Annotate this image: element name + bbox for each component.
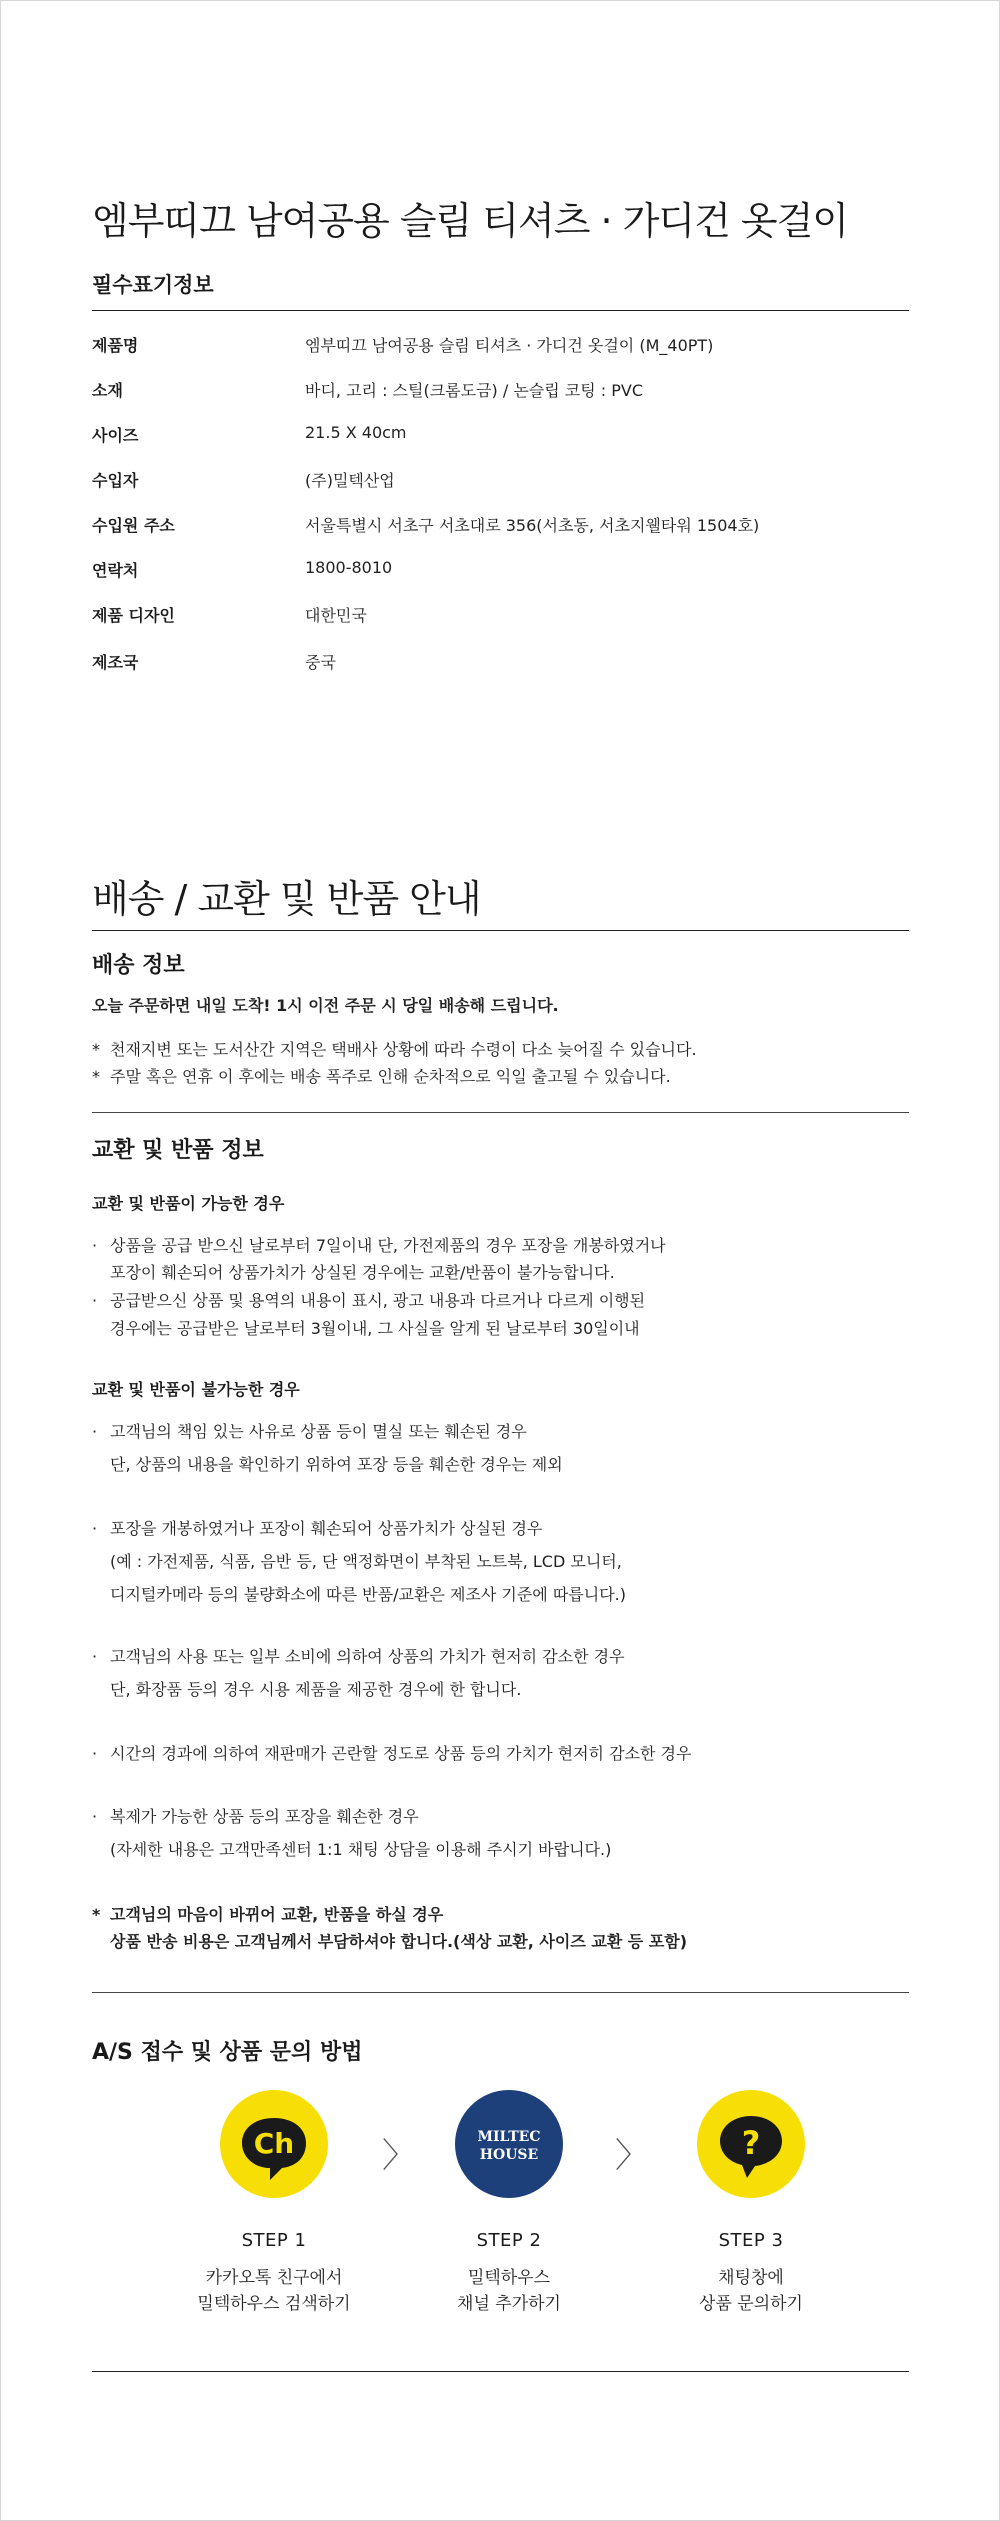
shipping-guide-title: 배송 / 교환 및 반품 안내 <box>92 877 481 921</box>
bullet: · <box>92 1422 98 1441</box>
list-item <box>92 1516 542 1539</box>
delivery-note-text: 천재지변 또는 도서산간 지역은 택배사 상황에 따라 수령이 다소 늦어질 수 있습니다. <box>110 1040 697 1059</box>
list-item-cont: 디지털카메라 등의 불량화소에 따른 반품/교환은 제조사 기준에 따릅니다.) <box>110 1585 627 1604</box>
info-row <box>92 468 909 498</box>
step-1 <box>174 2090 374 2317</box>
exchange-impossible-title: 교환 및 반품이 불가능한 경우 <box>92 1380 300 1399</box>
info-value: 21.5 X 40cm <box>305 423 407 442</box>
list-item <box>92 1644 625 1667</box>
question-icon-graphic <box>697 2090 805 2198</box>
step-label: STEP 1 <box>241 2230 307 2251</box>
chevron-right-icon: 〉 <box>615 2136 649 2176</box>
delivery-headline: 오늘 주문하면 내일 도착! 1시 이전 주문 시 당일 배송해 드립니다. <box>92 996 559 1015</box>
step-label: STEP 2 <box>476 2230 542 2251</box>
question-mark-text: ? <box>741 2124 761 2162</box>
info-value: 1800-8010 <box>305 558 393 577</box>
list-item <box>92 1288 645 1311</box>
step-3 <box>651 2090 851 2317</box>
list-item-text: 공급받으신 상품 및 용역의 내용이 표시, 광고 내용과 다르거나 다르게 이행된 <box>110 1291 646 1310</box>
list-item <box>92 1804 419 1827</box>
closing-note-cont: 상품 반송 비용은 고객님께서 부담하셔야 합니다.(색상 교환, 사이즈 교환 등 포함) <box>110 1932 688 1951</box>
list-item-text: 포장을 개봉하였거나 포장이 훼손되어 상품가치가 상실된 경우 <box>110 1519 543 1538</box>
step-desc-line: 카카오톡 친구에서 <box>205 2268 343 2288</box>
info-key: 수입자 <box>92 471 139 490</box>
info-value: 엠부띠끄 남여공용 슬림 티셔츠 · 가디건 옷걸이 (M_40PT) <box>305 336 714 355</box>
closing-note <box>92 1902 443 1925</box>
step-desc-line: 채팅창에 <box>718 2268 784 2288</box>
list-item-text: 고객님의 책임 있는 사유로 상품 등이 멸실 또는 훼손된 경우 <box>110 1422 527 1441</box>
delivery-info-title: 배송 정보 <box>92 953 185 978</box>
list-item-text: 상품을 공급 받으신 날로부터 7일이내 단, 가전제품의 경우 포장을 개봉하였거나 <box>110 1236 666 1255</box>
step-desc-line: 밀텍하우스 <box>467 2268 551 2288</box>
info-row <box>92 333 909 363</box>
step-desc <box>409 2265 609 2317</box>
step-desc-line: 상품 문의하기 <box>699 2294 803 2314</box>
divider <box>92 1112 909 1113</box>
info-key: 제조국 <box>92 653 139 672</box>
step-desc <box>651 2265 851 2317</box>
info-key: 제품명 <box>92 336 139 355</box>
note-mark: * <box>92 1905 101 1924</box>
as-steps <box>92 2090 909 2330</box>
info-value: 서울특별시 서초구 서초대로 356(서초동, 서초지웰타워 1504호) <box>305 516 760 535</box>
step-2 <box>409 2090 609 2317</box>
info-key: 사이즈 <box>92 426 139 445</box>
bullet: · <box>92 1647 98 1666</box>
info-row <box>92 423 909 453</box>
kakao-channel-text: Ch <box>253 2127 295 2160</box>
list-item <box>92 1419 527 1442</box>
info-key: 소재 <box>92 381 123 400</box>
step-desc <box>174 2265 374 2317</box>
miltec-house-logo-graphic <box>455 2090 563 2198</box>
divider <box>92 2371 909 2372</box>
divider <box>92 930 909 931</box>
as-guide-title: A/S 접수 및 상품 문의 방법 <box>92 2040 363 2065</box>
note-mark: * <box>92 1040 100 1059</box>
miltec-house-logo <box>455 2090 563 2198</box>
question-icon <box>697 2090 805 2198</box>
info-value: 바디, 고리 : 스틸(크롬도금) / 논슬립 코팅 : PVC <box>305 381 644 400</box>
step-desc-line: 채널 추가하기 <box>457 2294 561 2314</box>
chevron-right-icon: 〉 <box>382 2136 416 2176</box>
divider <box>92 310 909 311</box>
delivery-note <box>92 1037 697 1060</box>
kakao-channel-icon <box>220 2090 328 2198</box>
info-key: 연락처 <box>92 561 139 580</box>
product-title: 엠부띠끄 남여공용 슬림 티셔츠 · 가디건 옷걸이 <box>92 199 849 243</box>
list-item-cont: 단, 상품의 내용을 확인하기 위하여 포장 등을 훼손한 경우는 제외 <box>110 1455 563 1474</box>
list-item-cont: 포장이 훼손되어 상품가치가 상실된 경우에는 교환/반품이 불가능합니다. <box>110 1263 615 1282</box>
note-mark: * <box>92 1067 100 1086</box>
list-item <box>92 1233 666 1256</box>
info-row <box>92 603 909 633</box>
info-row <box>92 378 909 408</box>
info-key: 수입원 주소 <box>92 516 175 535</box>
list-item-cont: 경우에는 공급받은 날로부터 3월이내, 그 사실을 알게 된 날로부터 30일이내 <box>110 1319 640 1338</box>
divider <box>92 1992 909 1993</box>
info-row <box>92 558 909 588</box>
list-item <box>92 1741 691 1764</box>
list-item-cont: 단, 화장품 등의 경우 시용 제품을 제공한 경우에 한 합니다. <box>110 1680 522 1699</box>
bullet: · <box>92 1519 98 1538</box>
list-item-cont: (예 : 가전제품, 식품, 음반 등, 단 액정화면이 부착된 노트북, LCD 모니터, <box>110 1552 622 1571</box>
list-item-text: 고객님의 사용 또는 일부 소비에 의하여 상품의 가치가 현저히 감소한 경우 <box>110 1647 625 1666</box>
bullet: · <box>92 1807 98 1826</box>
step-desc-line: 밀텍하우스 검색하기 <box>197 2294 351 2314</box>
info-value: 중국 <box>305 653 336 672</box>
bullet: · <box>92 1291 98 1310</box>
exchange-info-title: 교환 및 반품 정보 <box>92 1138 264 1163</box>
info-row <box>92 513 909 543</box>
list-item-text: 시간의 경과에 의하여 재판매가 곤란할 정도로 상품 등의 가치가 현저히 감소한 경우 <box>110 1744 692 1763</box>
info-value: 대한민국 <box>305 606 367 625</box>
required-info-title: 필수표기정보 <box>92 273 214 297</box>
step-label: STEP 3 <box>718 2230 784 2251</box>
bullet: · <box>92 1744 98 1763</box>
info-value: (주)밀텍산업 <box>305 471 395 490</box>
delivery-note <box>92 1064 671 1087</box>
list-item-text: 복제가 가능한 상품 등의 포장을 훼손한 경우 <box>110 1807 419 1826</box>
delivery-note-text: 주말 혹은 연휴 이 후에는 배송 폭주로 인해 순차적으로 익일 출고될 수 있습니다. <box>110 1067 671 1086</box>
closing-note-text: 고객님의 마음이 바뀌어 교환, 반품을 하실 경우 <box>110 1905 444 1924</box>
info-row <box>92 650 909 680</box>
info-key: 제품 디자인 <box>92 606 175 625</box>
logo-text-bottom: HOUSE <box>479 2147 539 2163</box>
bullet: · <box>92 1236 98 1255</box>
logo-text-top: MILTEC <box>477 2129 541 2145</box>
kakao-channel-icon-graphic <box>220 2090 328 2198</box>
list-item-cont: (자세한 내용은 고객만족센터 1:1 채팅 상담을 이용해 주시기 바랍니다.) <box>110 1840 612 1859</box>
exchange-possible-title: 교환 및 반품이 가능한 경우 <box>92 1194 285 1213</box>
